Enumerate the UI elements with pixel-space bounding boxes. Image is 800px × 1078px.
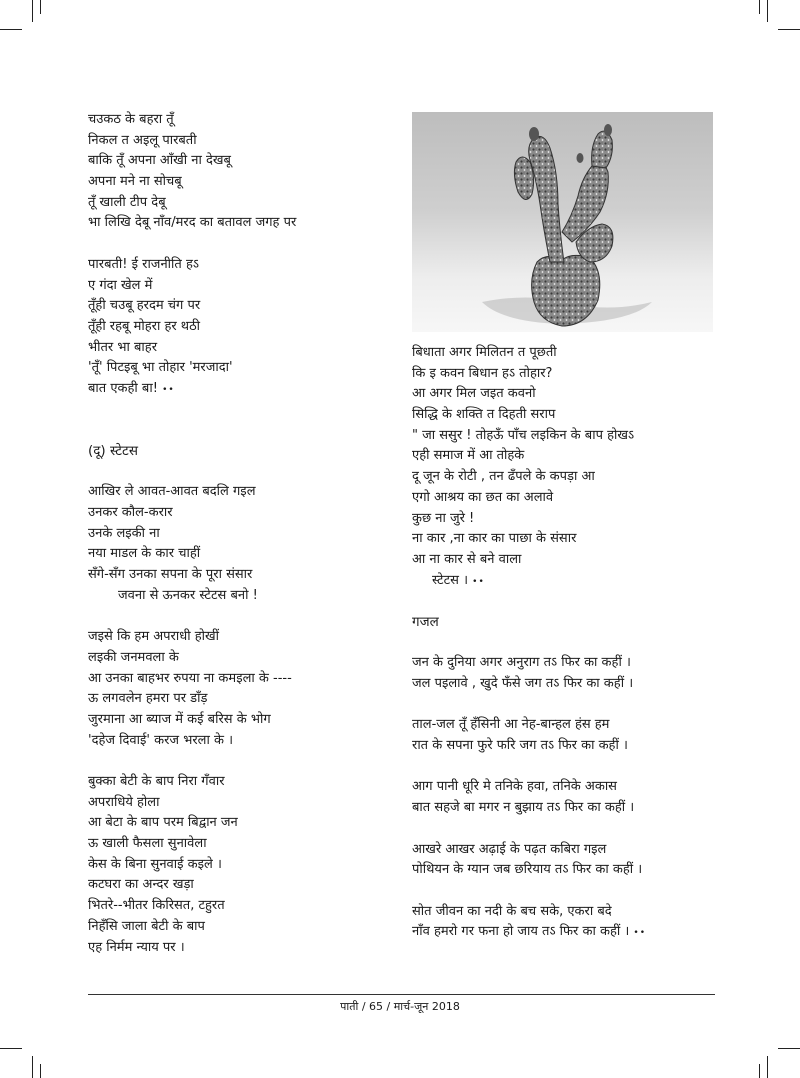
cactus-illustration	[412, 112, 713, 332]
poem-line	[412, 571, 712, 592]
poem-line: " जा ससुर ! तोहऊँ पाँच लइकिन के बाप होखऽ	[412, 427, 635, 443]
end-ornament: ••	[472, 576, 485, 587]
poem-line: सँगे-सँग उनका सपना के पूरा संसार	[88, 567, 253, 583]
ghazal-line: पोथियन के ग्यान जब छरियाय तऽ फिर का कहीं ।	[412, 862, 643, 878]
poem-line: एह निर्मम न्याय पर ।	[88, 939, 185, 955]
poem-line: बुक्का बेटी के बाप निरा गँवार	[88, 774, 225, 789]
poem-line: ऊ खाली फैसला सुनावेला	[88, 836, 207, 852]
poem-line: जवना से ऊनकर स्टेटस बनो !	[118, 587, 258, 603]
poem-line: भा लिखि देबू नाँव/मरद का बतावल जगह पर	[88, 215, 297, 231]
poem-line: तूँही रहबू मोहरा हर थठी	[88, 318, 201, 334]
poem-status-part3	[88, 772, 388, 958]
poem-line: आ अगर मिल जइत कवनो	[412, 386, 536, 402]
poem-parbati-part2	[88, 255, 388, 400]
poem-line: 'दहेज दिवाई' करज भरला के ।	[88, 732, 234, 748]
poem-line: भितरे--भीतर किरिसत, टहुरत	[88, 898, 225, 914]
poem-line: ना कार ,ना कार का पाछा के संसार	[412, 531, 577, 547]
poem-line: केस के बिना सुनवाई कइले ।	[88, 856, 222, 872]
footer-rule	[88, 994, 715, 995]
ghazal-couplet	[412, 902, 712, 943]
section-title-ghazal: गजल	[412, 613, 439, 630]
poem-line: भीतर भा बाहर	[88, 339, 158, 355]
poem-line: तूँ खाली टीप देबू	[88, 194, 166, 210]
poem-line: आ ना कार से बने वाला	[412, 551, 522, 567]
ghazal-line: आखरे आखर अढ़ाई के पढ़त कबिरा गइल	[412, 841, 607, 857]
poem-line: नया माडल के कार चाहीं	[88, 546, 201, 562]
ghazal-couplet	[412, 777, 712, 818]
poem-line: निकल त अइलू पारबती	[88, 132, 197, 148]
poem-line: आखिर ले आवत-आवत बदलि गइल	[88, 484, 256, 500]
poem-status-part1	[88, 482, 388, 606]
end-ornament: ••	[633, 928, 647, 939]
right-column	[412, 343, 712, 943]
poem-line: चउकठ के बहरा तूँ	[88, 112, 174, 127]
ghazal-line: आग पानी धूरि मे तनिके हवा, तनिके अकास	[412, 779, 617, 795]
poem-line-text: स्टेटस ।	[432, 572, 469, 588]
poem-line: आ बेटा के बाप परम बिद्वान जन	[88, 815, 238, 831]
poem-line: जइसे कि हम अपराधी होखीं	[88, 629, 220, 645]
poem-line: ए गंदा खेल में	[88, 277, 153, 293]
poem-line: ऊ लगवलेन हमरा पर डाँड़	[88, 691, 208, 707]
end-ornament: ••	[162, 384, 175, 395]
poem-line	[88, 379, 388, 400]
poem-line: निहँसि जाला बेटी के बाप	[88, 918, 205, 934]
poem-line: उनके लइकी ना	[88, 525, 160, 541]
poem-line: आ उनका बाहभर रुपया ना कमइला के ----	[88, 670, 292, 686]
poem-line: अपराधिये होला	[88, 794, 160, 810]
section-title-status: (दू) स्टेटस	[88, 443, 138, 459]
left-column	[88, 110, 388, 958]
ghazal-line-text: नाँव हमरो गर फना हो जाय तऽ फिर का कहीं ।	[412, 924, 630, 940]
poem-line: बाकि तूँ अपना आँखी ना देखबू	[88, 153, 231, 169]
ghazal-line: जल पइलावे , खुदे फँसे जग तऽ फिर का कहीं ।	[412, 676, 634, 691]
poem-parbati-part1	[88, 110, 388, 234]
poem-status-part2	[88, 627, 388, 751]
ghazal-line	[412, 922, 712, 943]
poem-line: कि इ कवन बिधान हऽ तोहार?	[412, 365, 553, 381]
poem-line: दू जून के रोटी , तन ढँपले के कपड़ा आ	[412, 469, 595, 485]
ghazal-line: ताल-जल तूँ हँसिनी आ नेह-बान्हल हंस हम	[412, 717, 610, 733]
poem-line: एगो आश्रय का छत का अलावे	[412, 489, 554, 505]
ghazal-line: सोत जीवन का नदी के बच सके, एकरा बदे	[412, 903, 612, 919]
poem-line: कटघरा का अन्दर खड़ा	[88, 877, 194, 893]
poem-line: पारबती! ई राजनीति हऽ	[88, 256, 199, 272]
poem-line-text: बात एकही बा!	[88, 380, 158, 396]
ghazal-couplet	[412, 653, 712, 694]
poem-line: अपना मने ना सोचबू	[88, 174, 182, 190]
poem-line: बिधाता अगर मिलितन त पूछती	[412, 345, 557, 360]
poem-line: लइकी जनमवला के	[88, 649, 179, 665]
poem-line: तूँही चउबू हरदम चंग पर	[88, 298, 201, 314]
poem-line: सिद्धि के शक्ति त दिहती सराप	[412, 407, 556, 423]
ghazal-couplet	[412, 840, 712, 881]
ghazal-line: जन के दुनिया अगर अनुराग तऽ फिर का कहीं ।	[412, 655, 631, 671]
poem-line: एही समाज में आ तोहके	[412, 448, 525, 464]
poem-line: कुछ ना जुरे !	[412, 510, 475, 526]
poem-line: 'तूँ' पिटइबू भा तोहार 'मरजादा'	[88, 360, 233, 376]
page-footer: पाती / 65 / मार्च-जून 2018	[340, 1000, 460, 1013]
ghazal-line: रात के सपना फुरे फरि जग तऽ फिर का कहीं ।	[412, 738, 628, 754]
ghazal-line: बात सहजे बा मगर न बुझाय तऽ फिर का कहीं ।	[412, 800, 635, 816]
poem-line: उनकर कौल-करार	[88, 505, 173, 521]
ghazal-couplet	[412, 715, 712, 756]
poem-bidhata	[412, 343, 712, 591]
poem-line: जुरमाना आ ब्याज में कई बरिस के भोग	[88, 711, 271, 727]
